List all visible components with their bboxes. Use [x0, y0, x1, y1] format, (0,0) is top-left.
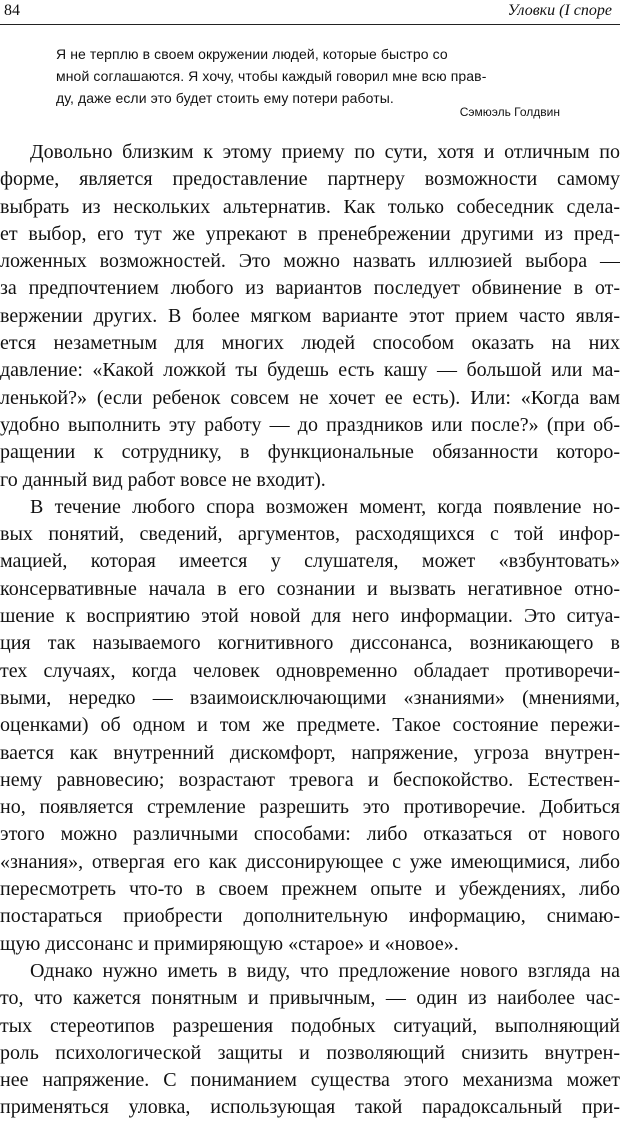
text-line: нему равновесию; возрастают тревога и беспокойство. Естествен- [0, 768, 620, 791]
text-line: ется незаметным для многих людей способом оказать на них [0, 332, 620, 355]
text-line: но, появляется стремление разрешить это противоречие. Добиться [0, 796, 620, 819]
text-line: щую диссонанс и примиряющую «старое» и «новое». [0, 932, 459, 955]
text-line: вержении других. В более мягком варианте этот прием часто явля- [0, 304, 620, 327]
text-line: го данный вид работ вовсе не входит). [0, 468, 326, 491]
main-text [0, 139, 620, 1122]
text-line: давление: «Какой ложкой ты будешь есть кашу — большой или ма- [0, 359, 620, 382]
text-line: нее напряжение. С пониманием существа этого механизма может [0, 1069, 620, 1092]
epigraph-line: Я не терплю в своем окружении людей, которые быстро со [56, 46, 448, 62]
text-line: Однако нужно иметь в виду, что предложение нового взгляда на [30, 959, 620, 982]
text-line: тех случаях, когда человек одновременно обладает противоречи- [0, 659, 620, 682]
text-line: роль психологической защиты и позволяющий снизить внутрен- [0, 1041, 620, 1064]
text-line: мацией, которая имеется у слушателя, может «взбунтовать» [0, 550, 620, 573]
epigraph [56, 43, 556, 109]
text-line: выбрать из нескольких альтернатив. Как только собеседник сдела- [0, 195, 620, 218]
text-line: за предпочтением любого из вариантов последует обвинение в от- [0, 277, 620, 300]
text-line: удобно выполнить эту работу — до праздников или после?» (при об- [0, 413, 620, 436]
text-line: вых понятий, сведений, аргументов, расходящихся с той инфор- [0, 523, 620, 546]
page-header [0, 0, 620, 25]
text-line: постараться приобрести дополнительную информацию, снимаю- [0, 905, 620, 928]
text-line: Довольно близким к этому приему по сути, хотя и отличным по [30, 141, 620, 163]
text-line: оценками) об одном и том же предмете. Такое состояние пережи- [0, 714, 620, 737]
epigraph-author: Сэмюэль Голдвин [459, 105, 560, 119]
text-line: ция так называемого когнитивного диссонанса, возникающего в [0, 632, 620, 655]
text-line: ращении к сотруднику, в функциональные обязанности которо- [0, 441, 620, 464]
text-line: ет выбор, его тут же упрекают в пренебрежении другими из пред- [0, 222, 620, 245]
running-head: Уловки (I споре [507, 2, 612, 19]
text-line: «знания», отвергая его как диссонирующее с уже имеющимися, либо [0, 850, 620, 873]
text-line: ложенных возможностей. Это можно назвать иллюзией выбора — [0, 250, 620, 273]
page-number: 84 [4, 2, 20, 19]
text-line: этого можно различными способами: либо отказаться от нового [0, 823, 620, 846]
epigraph-line: ду, даже если это будет стоить ему потери работы. [56, 90, 394, 106]
text-line: тых стереотипов разрешения подобных ситуаций, выполняющий [0, 1014, 620, 1037]
text-line: пересмотреть что-то в своем прежнем опыте и убеждениях, либо [0, 878, 620, 901]
epigraph-line: мной соглашаются. Я хочу, чтобы каждый говорил мне всю прав- [56, 68, 487, 84]
text-line: то, что кажется понятным и привычным, — один из наиболее час- [0, 987, 620, 1010]
text-line: В течение любого спора возможен момент, когда появление но- [30, 495, 620, 518]
text-line: консервативные начала в его сознании и вызвать негативное отно- [0, 577, 620, 600]
text-line: применяться уловка, использующая такой парадоксальный при- [0, 1096, 620, 1119]
text-line: вается как внутренний дискомфорт, напряжение, угроза внутрен- [0, 741, 620, 764]
text-line: выми, нередко — взаимоисключающими «знаниями» (мнениями, [0, 686, 620, 709]
text-line: шение к восприятию этой новой для него информации. Это ситуа- [0, 605, 620, 628]
text-line: ленькой?» (если ребенок совсем не хочет ее есть). Или: «Когда вам [0, 386, 620, 409]
text-line: форме, является предоставление партнеру возможности самому [0, 168, 620, 191]
